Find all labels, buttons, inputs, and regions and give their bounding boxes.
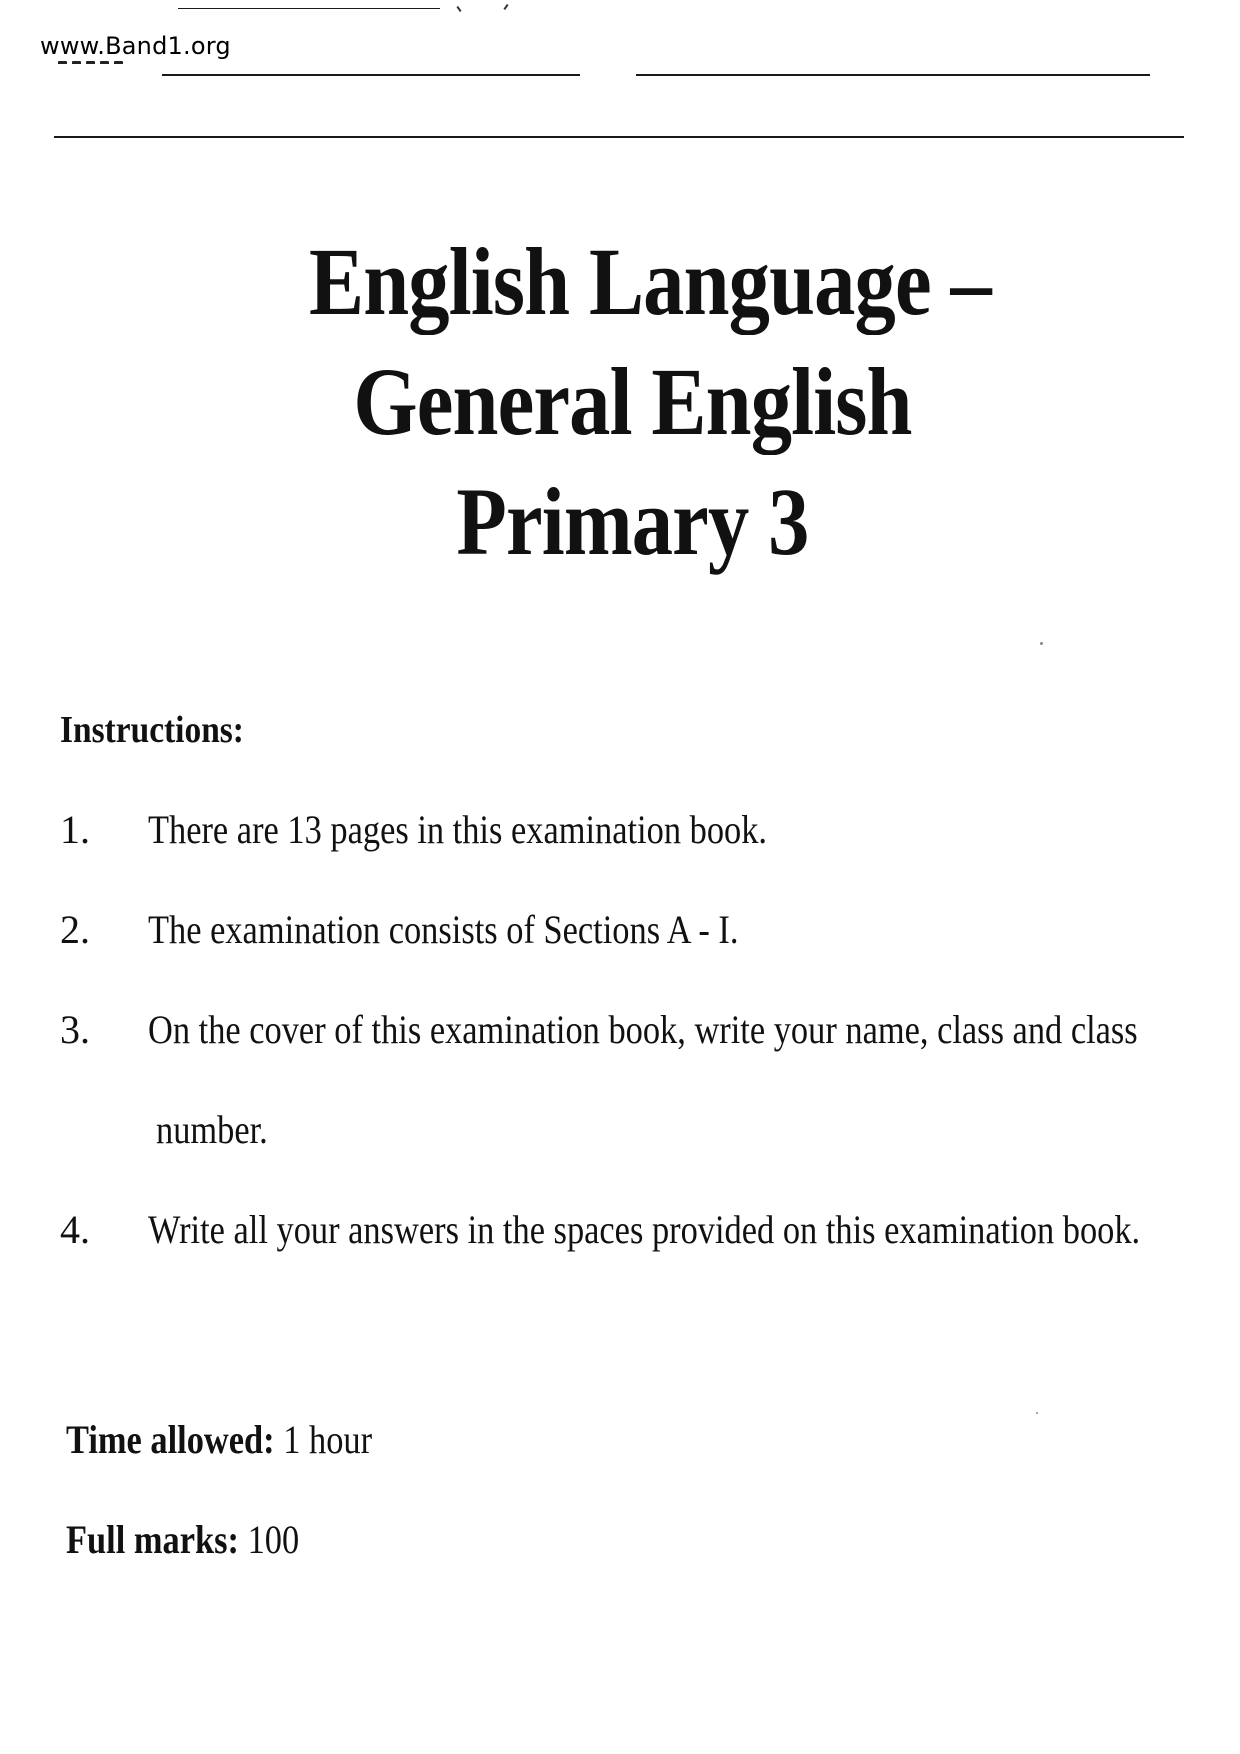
time-allowed-label: Time allowed: <box>66 1417 275 1462</box>
instruction-number: 2. <box>60 907 90 952</box>
full-marks-label: Full marks: <box>66 1517 239 1562</box>
time-allowed-value: 1 hour <box>283 1417 373 1462</box>
time-allowed <box>66 1416 372 1463</box>
instruction-text: The examination consists of Sections A - I. <box>148 907 739 952</box>
instruction-number: 3. <box>60 1007 90 1052</box>
full-marks <box>66 1516 299 1563</box>
instruction-number: 4. <box>60 1207 90 1252</box>
scan-mark <box>503 4 508 10</box>
instruction-text: Write all your answers in the spaces provided on this examination book. <box>148 1207 1141 1252</box>
full-marks-value: 100 <box>247 1517 300 1562</box>
title-line-subject: English Language – <box>309 228 991 335</box>
instructions-heading: Instructions: <box>60 709 244 751</box>
title-line-level: Primary 3 <box>456 468 809 575</box>
instruction-text: On the cover of this examination book, write your name, class and class <box>148 1007 1138 1052</box>
scan-speck <box>1036 1412 1038 1414</box>
watermark: www.Band1.org <box>40 32 231 60</box>
exam-title <box>0 222 1240 582</box>
cut-off-date-label <box>58 52 148 64</box>
instruction-text: There are 13 pages in this examination book. <box>148 807 768 852</box>
title-line-paper: General English <box>353 348 912 455</box>
top-partial-line <box>178 8 440 9</box>
scan-mark <box>456 6 461 12</box>
date-blank-line <box>162 74 580 76</box>
instruction-continuation: number. <box>156 1107 268 1152</box>
scan-speck <box>1040 642 1043 645</box>
header-rule <box>54 136 1184 138</box>
blank-line-right <box>636 74 1150 76</box>
instruction-number: 1. <box>60 807 90 852</box>
